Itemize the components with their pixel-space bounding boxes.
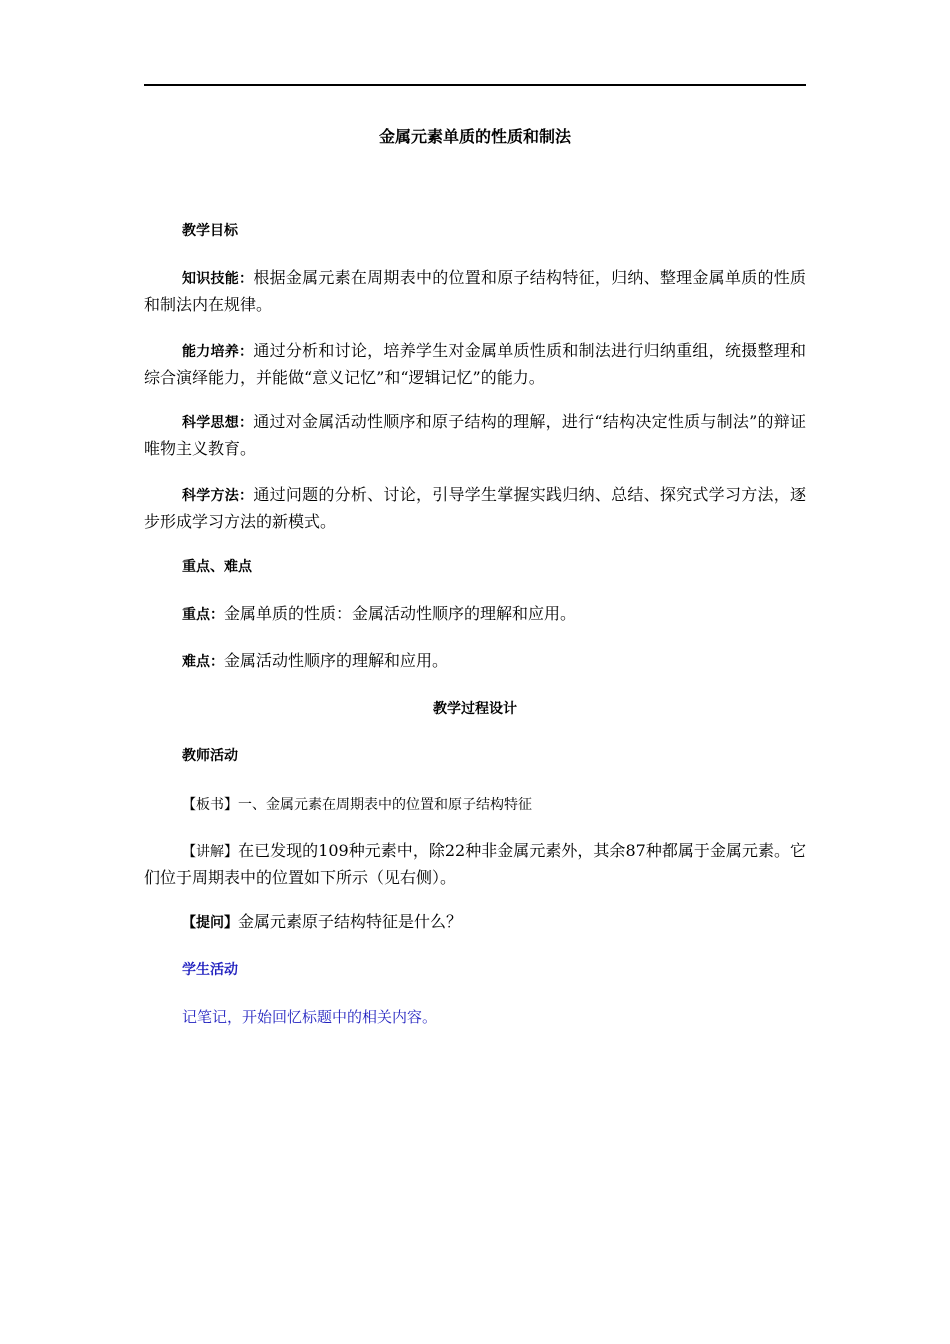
teacher-explain-text: 在已发现的109种元素中，除22种非金属元素外，其余87种都属于金属元素。它们位于周期表中的位置如下所示（见右侧）。 (144, 841, 807, 887)
objective-ability-text: 通过分析和讨论，培养学生对金属单质性质和制法进行归纳重组，统摄整理和综合演绎能力，并能做“意义记忆”和“逻辑记忆”的能力。 (144, 341, 806, 387)
keypoint-focus-label: 重点： (182, 607, 224, 623)
teacher-explain (144, 838, 806, 891)
keypoint-difficulty (144, 648, 806, 675)
objective-thought-text: 通过对金属活动性顺序和原子结构的理解，进行“结构决定性质与制法”的辩证唯物主义教育。 (144, 412, 806, 458)
objective-knowledge-text: 根据金属元素在周期表中的位置和原子结构特征，归纳、整理金属单质的性质和制法内在规律。 (144, 268, 806, 314)
section-heading-objectives: 教学目标 (182, 223, 238, 239)
objective-knowledge-label: 知识技能： (182, 271, 254, 287)
teacher-question-label: 【提问】 (182, 915, 238, 931)
objective-knowledge (144, 265, 806, 318)
keypoint-difficulty-text: 金属活动性顺序的理解和应用。 (224, 651, 449, 670)
teacher-board-label: 【板书】 (182, 797, 238, 813)
teacher-question (144, 909, 806, 936)
top-rule (144, 84, 806, 86)
objective-method-text: 通过问题的分析、讨论，引导学生掌握实践归纳、总结、探究式学习方法，逐步形成学习方法的新模式。 (144, 485, 806, 531)
keypoint-focus-text: 金属单质的性质：金属活动性顺序的理解和应用。 (224, 604, 577, 623)
teacher-board (144, 791, 806, 818)
objective-method-label: 科学方法： (182, 488, 254, 504)
objective-ability (144, 338, 806, 391)
objective-ability-label: 能力培养： (182, 344, 254, 360)
teacher-question-text: 金属元素原子结构特征是什么？ (238, 912, 463, 931)
teacher-explain-label: 【讲解】 (182, 844, 239, 860)
section-heading-process: 教学过程设计 (433, 701, 517, 717)
document-title: 金属元素单质的性质和制法 (378, 127, 571, 146)
objective-method (144, 482, 806, 535)
section-heading-keypoints: 重点、难点 (182, 559, 252, 575)
objective-thought-label: 科学思想： (182, 415, 254, 431)
student-text: 记笔记，开始回忆标题中的相关内容。 (182, 1008, 438, 1026)
teacher-board-text: 一、金属元素在周期表中的位置和原子结构特征 (238, 797, 532, 813)
section-heading-teacher: 教师活动 (182, 748, 238, 764)
objective-thought (144, 409, 806, 462)
keypoint-difficulty-label: 难点： (182, 654, 224, 670)
keypoint-focus (144, 601, 806, 628)
section-heading-student: 学生活动 (182, 962, 238, 978)
